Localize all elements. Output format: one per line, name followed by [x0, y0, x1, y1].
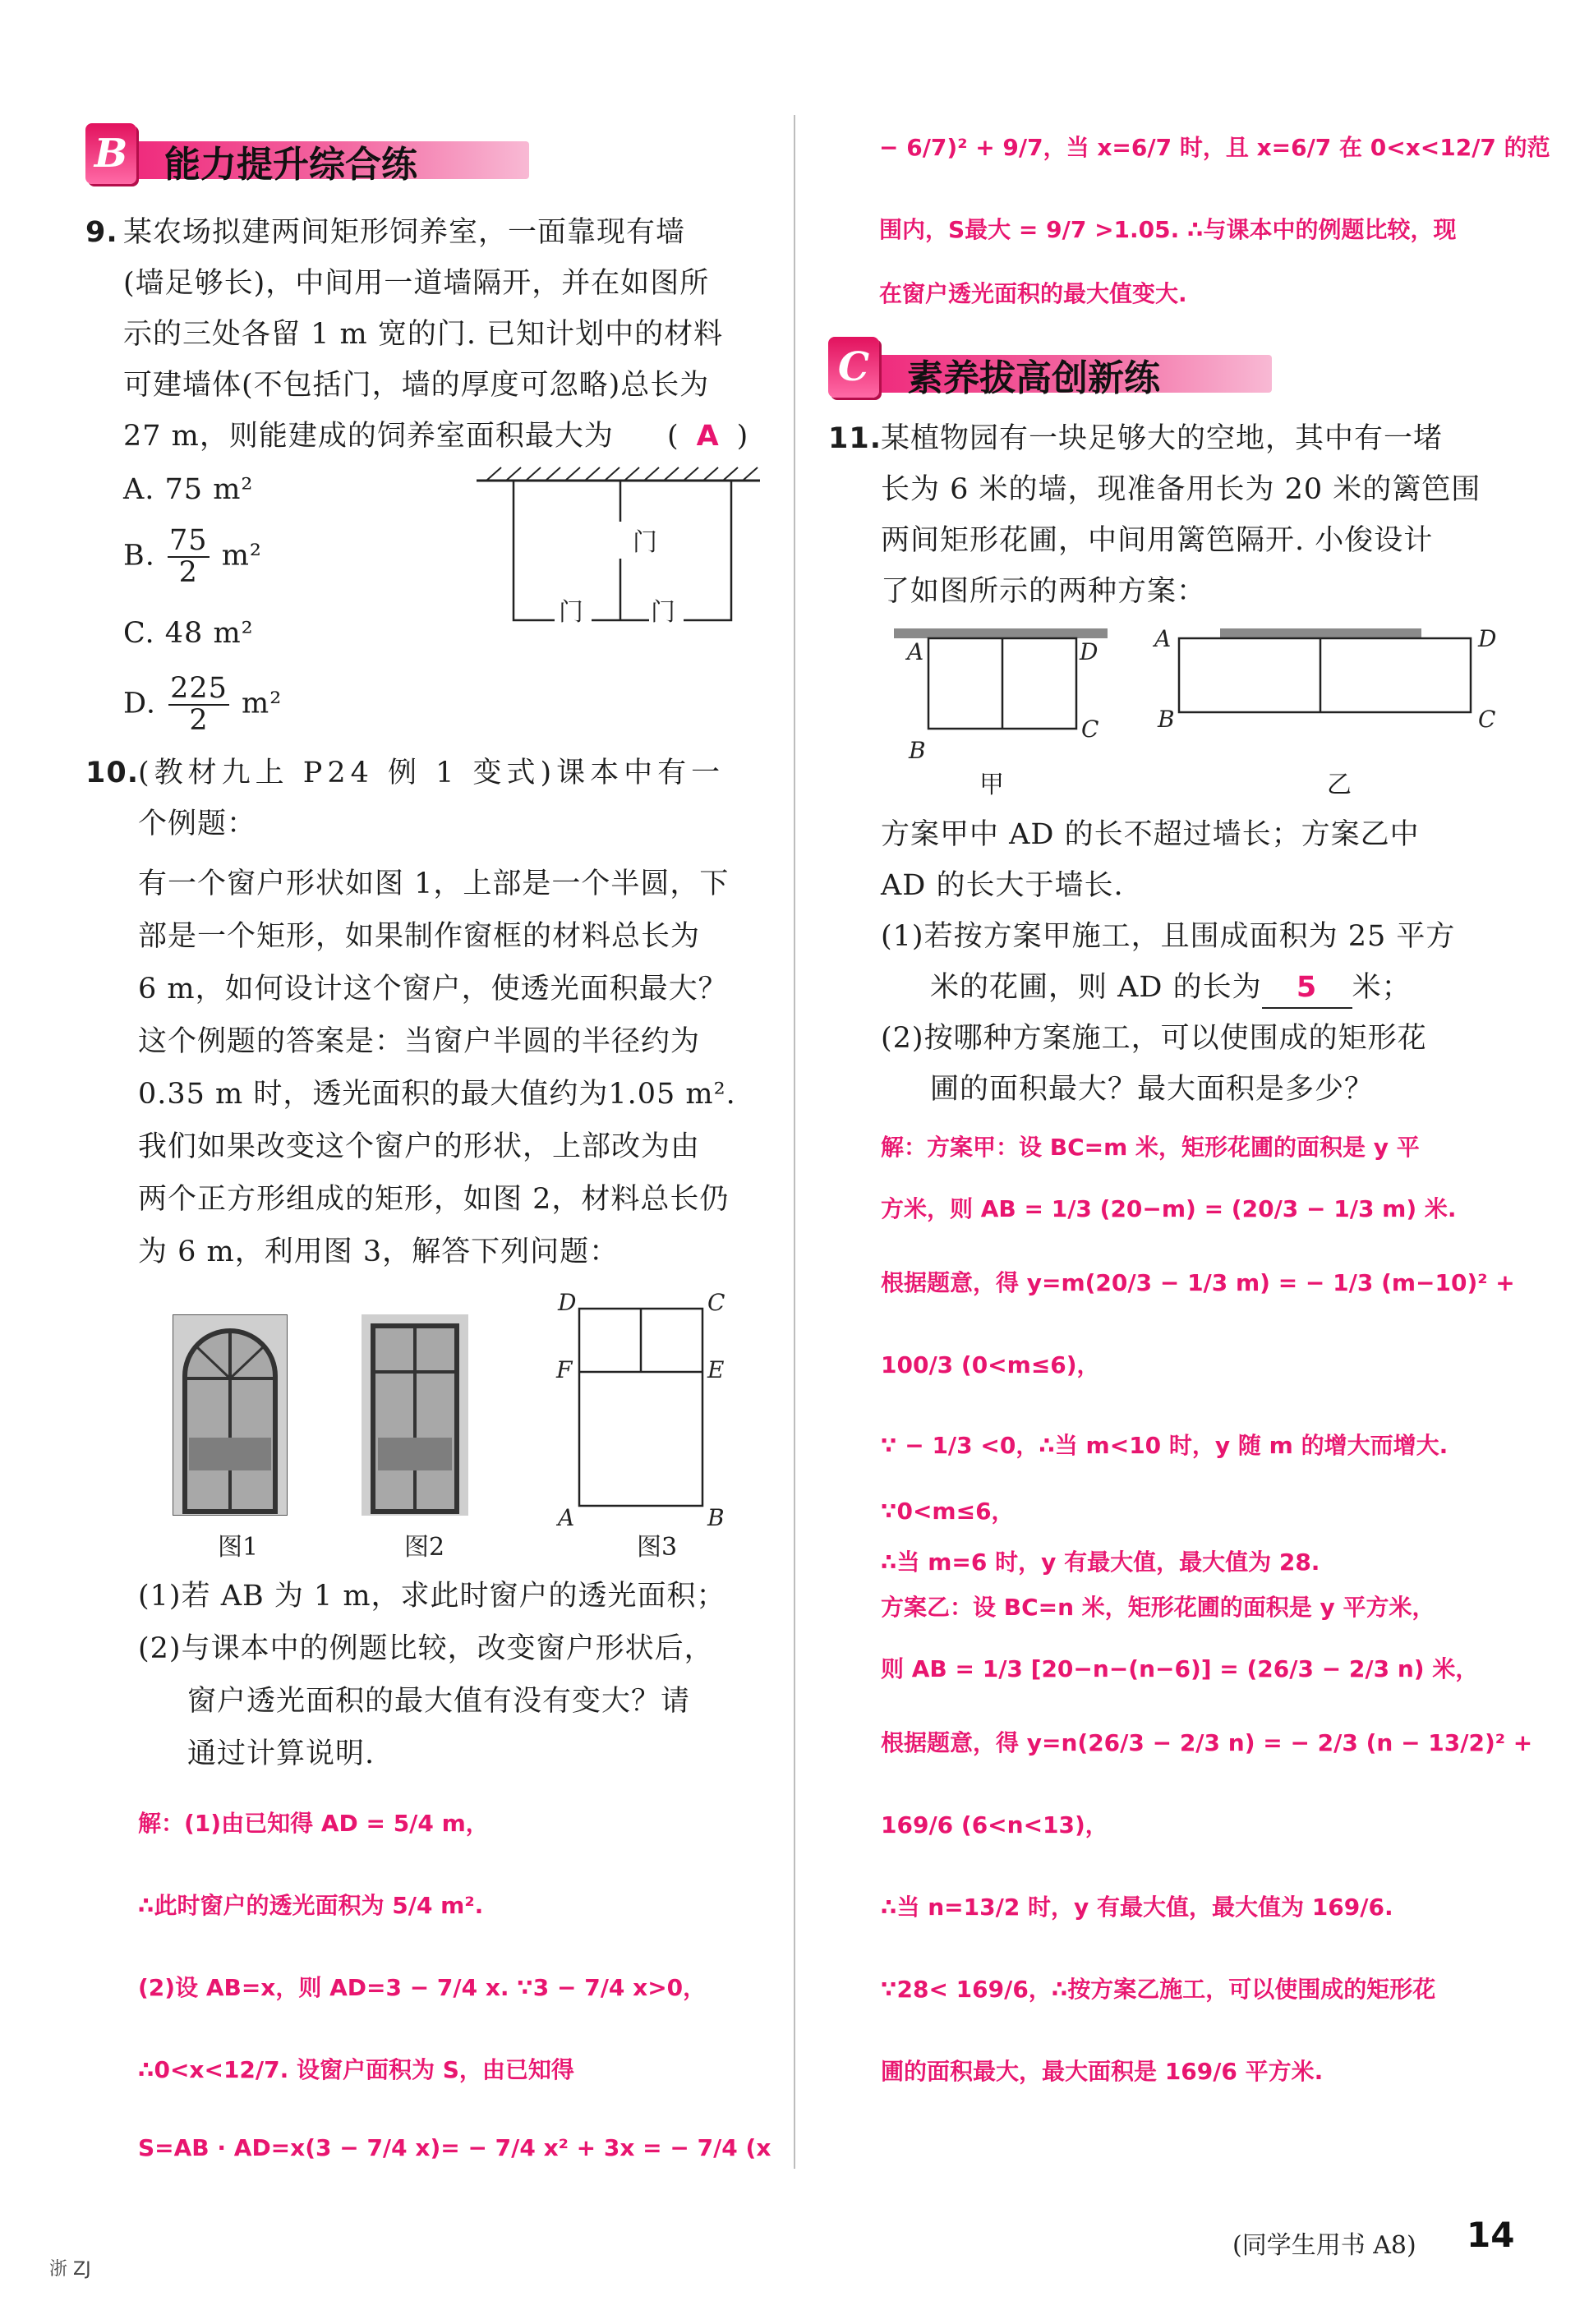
q10-example: 部是一个矩形，如果制作窗框的材料总长为 — [138, 920, 701, 953]
fraction: $\frac{75}{2}$ — [169, 524, 208, 589]
answer-bracket: ( A ) — [667, 411, 748, 462]
figure-caption: 图1 — [218, 1533, 259, 1562]
q10-example: 0.35 m 时，透光面积的最大值约为1.05 m². — [138, 1078, 736, 1111]
solution-line: 则 AB = 1/3 [20−n−(n−6)] = (26/3 − 2/3 n) 米， — [881, 1655, 1479, 1682]
option-label: D. — [123, 687, 156, 720]
q10-example: 有一个窗户形状如图 1，上部是一个半圆，下 — [138, 867, 730, 900]
solution-line: 方米，则 AB = 1/3 (20−m) = (20/3 − 1/3 m) 米. — [881, 1195, 1457, 1222]
option-a: A. 75 m² — [123, 473, 254, 506]
figure-caption: 图3 — [637, 1533, 678, 1562]
question-number: 9. — [85, 216, 118, 249]
solution-line: ∵ − 1/3 <0，∴当 m<10 时，y 随 m 的增大而增大. — [881, 1432, 1449, 1459]
sub1-text: 米； — [1352, 971, 1412, 1004]
door-label: 门 — [559, 598, 583, 627]
svg-text:D: D — [558, 1289, 577, 1316]
section-title: 素养拔高创新练 — [907, 357, 1160, 399]
q11-desc: AD 的长大于墙长. — [881, 869, 1124, 902]
svg-text:C: C — [1478, 706, 1496, 733]
figure-caption: 图2 — [404, 1533, 445, 1562]
q10-line: 个例题： — [138, 808, 257, 840]
svg-text:B: B — [909, 737, 926, 764]
svg-text:D: D — [1080, 638, 1098, 665]
q11-sub1: (1)若按方案甲施工，且围成面积为 25 平方 — [881, 920, 1456, 953]
solution-line: 解：方案甲：设 BC=m 米，矩形花圃的面积是 y 平 — [881, 1134, 1420, 1161]
solution-line: S=AB · AD=x(3 − 7/4 x)= − 7/4 x² + 3x = − 7/4 (x — [138, 2134, 771, 2161]
solution-line: ∵0<m≤6， — [881, 1498, 1015, 1525]
q9-figure — [477, 464, 772, 637]
q11-line: 某植物园有一块足够大的空地，其中有一堵 — [881, 422, 1444, 455]
q10-example: 两个正方形组成的矩形，如图 2，材料总长仍 — [138, 1183, 730, 1216]
sub1-text: 米的花圃，则 AD 的长为 — [930, 971, 1262, 1004]
option-label: B. — [123, 539, 155, 573]
plan-b-figure — [1146, 620, 1508, 752]
plan-a-figure — [887, 620, 1126, 768]
solution-line: ∴此时窗户的透光面积为 5/4 m². — [138, 1892, 484, 1919]
section-badge: B — [85, 123, 136, 184]
door-label: 门 — [651, 598, 675, 627]
q11-sub1 — [930, 962, 1412, 1013]
window-figure-1 — [173, 1314, 288, 1516]
option-d — [123, 674, 282, 736]
svg-text:D: D — [1478, 625, 1497, 652]
q11-line: 两间矩形花圃，中间用篱笆隔开. 小俊设计 — [881, 524, 1434, 557]
solution-line: ∵28< 169/6，∴按方案乙施工，可以使围成的矩形花 — [881, 1976, 1436, 2003]
q10-sub2: 窗户透光面积的最大值有没有变大？请 — [187, 1685, 691, 1718]
q11-line: 了如图所示的两种方案： — [881, 575, 1207, 608]
solution-line: ∴当 m=6 时，y 有最大值，最大值为 28. — [881, 1549, 1320, 1576]
solution-line: 解：(1)由已知得 AD = 5/4 m， — [138, 1810, 489, 1837]
figure-caption: 甲 — [979, 771, 1004, 799]
q9-line: 某农场拟建两间矩形饲养室，一面靠现有墙 — [123, 216, 686, 249]
svg-text:A: A — [907, 638, 924, 665]
solution-line: 100/3 (0<m≤6)， — [881, 1351, 1100, 1378]
svg-text:E: E — [707, 1356, 725, 1383]
column-divider — [794, 115, 795, 2169]
solution-line: ∴0<x<12/7. 设窗户面积为 S，由已知得 — [138, 2056, 574, 2083]
door-label: 门 — [633, 528, 657, 557]
question-number: 10. — [85, 757, 140, 789]
footer-left: 浙 ZJ — [49, 2259, 91, 2280]
window-figure-3 — [546, 1286, 735, 1532]
solution-line: ∴当 n=13/2 时，y 有最大值，最大值为 169/6. — [881, 1894, 1393, 1921]
section-b-header — [85, 123, 529, 194]
q9-line: 可建墙体(不包括门，墙的厚度可忽略)总长为 — [123, 369, 710, 402]
q10-example: 这个例题的答案是：当窗户半圆的半径约为 — [138, 1025, 701, 1058]
fraction: $\frac{225}{2}$ — [170, 672, 228, 737]
footer-book: (同学生用书 A8) — [1232, 2231, 1416, 2260]
question-number: 11. — [828, 422, 882, 455]
solution-line: 在窗户透光面积的最大值变大. — [879, 280, 1187, 307]
q9-line: (墙足够长)，中间用一道墙隔开，并在如图所 — [123, 267, 710, 300]
q11-desc: 方案甲中 AD 的长不超过墙长；方案乙中 — [881, 818, 1420, 851]
svg-text:F: F — [556, 1356, 573, 1383]
q9-answer: A — [696, 420, 720, 453]
solution-line: 圃的面积最大，最大面积是 169/6 平方米. — [881, 2058, 1324, 2085]
q10-sub2: 通过计算说明. — [187, 1737, 375, 1770]
svg-text:B: B — [707, 1504, 725, 1531]
q11-line: 长为 6 米的墙，现准备用长为 20 米的篱笆围 — [881, 473, 1481, 506]
solution-line: (2)设 AB=x，则 AD=3 − 7/4 x. ∵3 − 7/4 x>0， — [138, 1974, 707, 2001]
option-b — [123, 526, 262, 588]
q11-sub2: 圃的面积最大？最大面积是多少？ — [930, 1073, 1375, 1106]
option-c: C. 48 m² — [123, 617, 254, 650]
q11-sub1-answer: 5 — [1262, 968, 1352, 1009]
section-title: 能力提升综合练 — [164, 144, 417, 186]
window-figure-2 — [362, 1314, 468, 1516]
q10-sub2: (2)与课本中的例题比较，改变窗户形状后， — [138, 1632, 714, 1665]
q10-sub1: (1)若 AB 为 1 m，求此时窗户的透光面积； — [138, 1580, 726, 1613]
solution-line: − 6/7)² + 9/7，当 x=6/7 时，且 x=6/7 在 0<x<12/7 的范 — [879, 134, 1550, 161]
section-c-header — [828, 337, 1272, 407]
svg-text:A: A — [1154, 625, 1172, 652]
solution-line: 围内，S最大 = 9/7 >1.05. ∴与课本中的例题比较，现 — [879, 216, 1457, 243]
solution-line: 169/6 (6<n<13)， — [881, 1811, 1108, 1838]
figure-caption: 乙 — [1327, 771, 1352, 799]
q10-example: 为 6 m，利用图 3，解答下列问题： — [138, 1236, 619, 1268]
q10-line: (教材九上 P24 例 1 变式)课本中有一 — [138, 757, 725, 789]
section-badge: C — [828, 337, 879, 398]
solution-line: 根据题意，得 y=m(20/3 − 1/3 m) = − 1/3 (m−10)² + — [881, 1269, 1515, 1296]
svg-text:C: C — [1081, 716, 1099, 743]
page-number: 14 — [1467, 2215, 1515, 2255]
q9-line: 27 m，则能建成的饲养室面积最大为 — [123, 420, 614, 453]
solution-line: 根据题意，得 y=n(26/3 − 2/3 n) = − 2/3 (n − 13/2)² + — [881, 1729, 1533, 1756]
unit: m² — [242, 687, 283, 720]
q10-example: 我们如果改变这个窗户的形状，上部改为由 — [138, 1130, 701, 1163]
svg-text:A: A — [558, 1504, 575, 1531]
q10-example: 6 m，如何设计这个窗户，使透光面积最大？ — [138, 973, 728, 1006]
q11-sub2: (2)按哪种方案施工，可以使围成的矩形花 — [881, 1022, 1427, 1055]
unit: m² — [221, 539, 262, 573]
q9-line: 示的三处各留 1 m 宽的门. 已知计划中的材料 — [123, 318, 724, 351]
svg-text:C: C — [707, 1289, 725, 1316]
solution-line: 方案乙：设 BC=n 米，矩形花圃的面积是 y 平方米， — [881, 1594, 1435, 1621]
svg-text:B: B — [1158, 706, 1175, 733]
